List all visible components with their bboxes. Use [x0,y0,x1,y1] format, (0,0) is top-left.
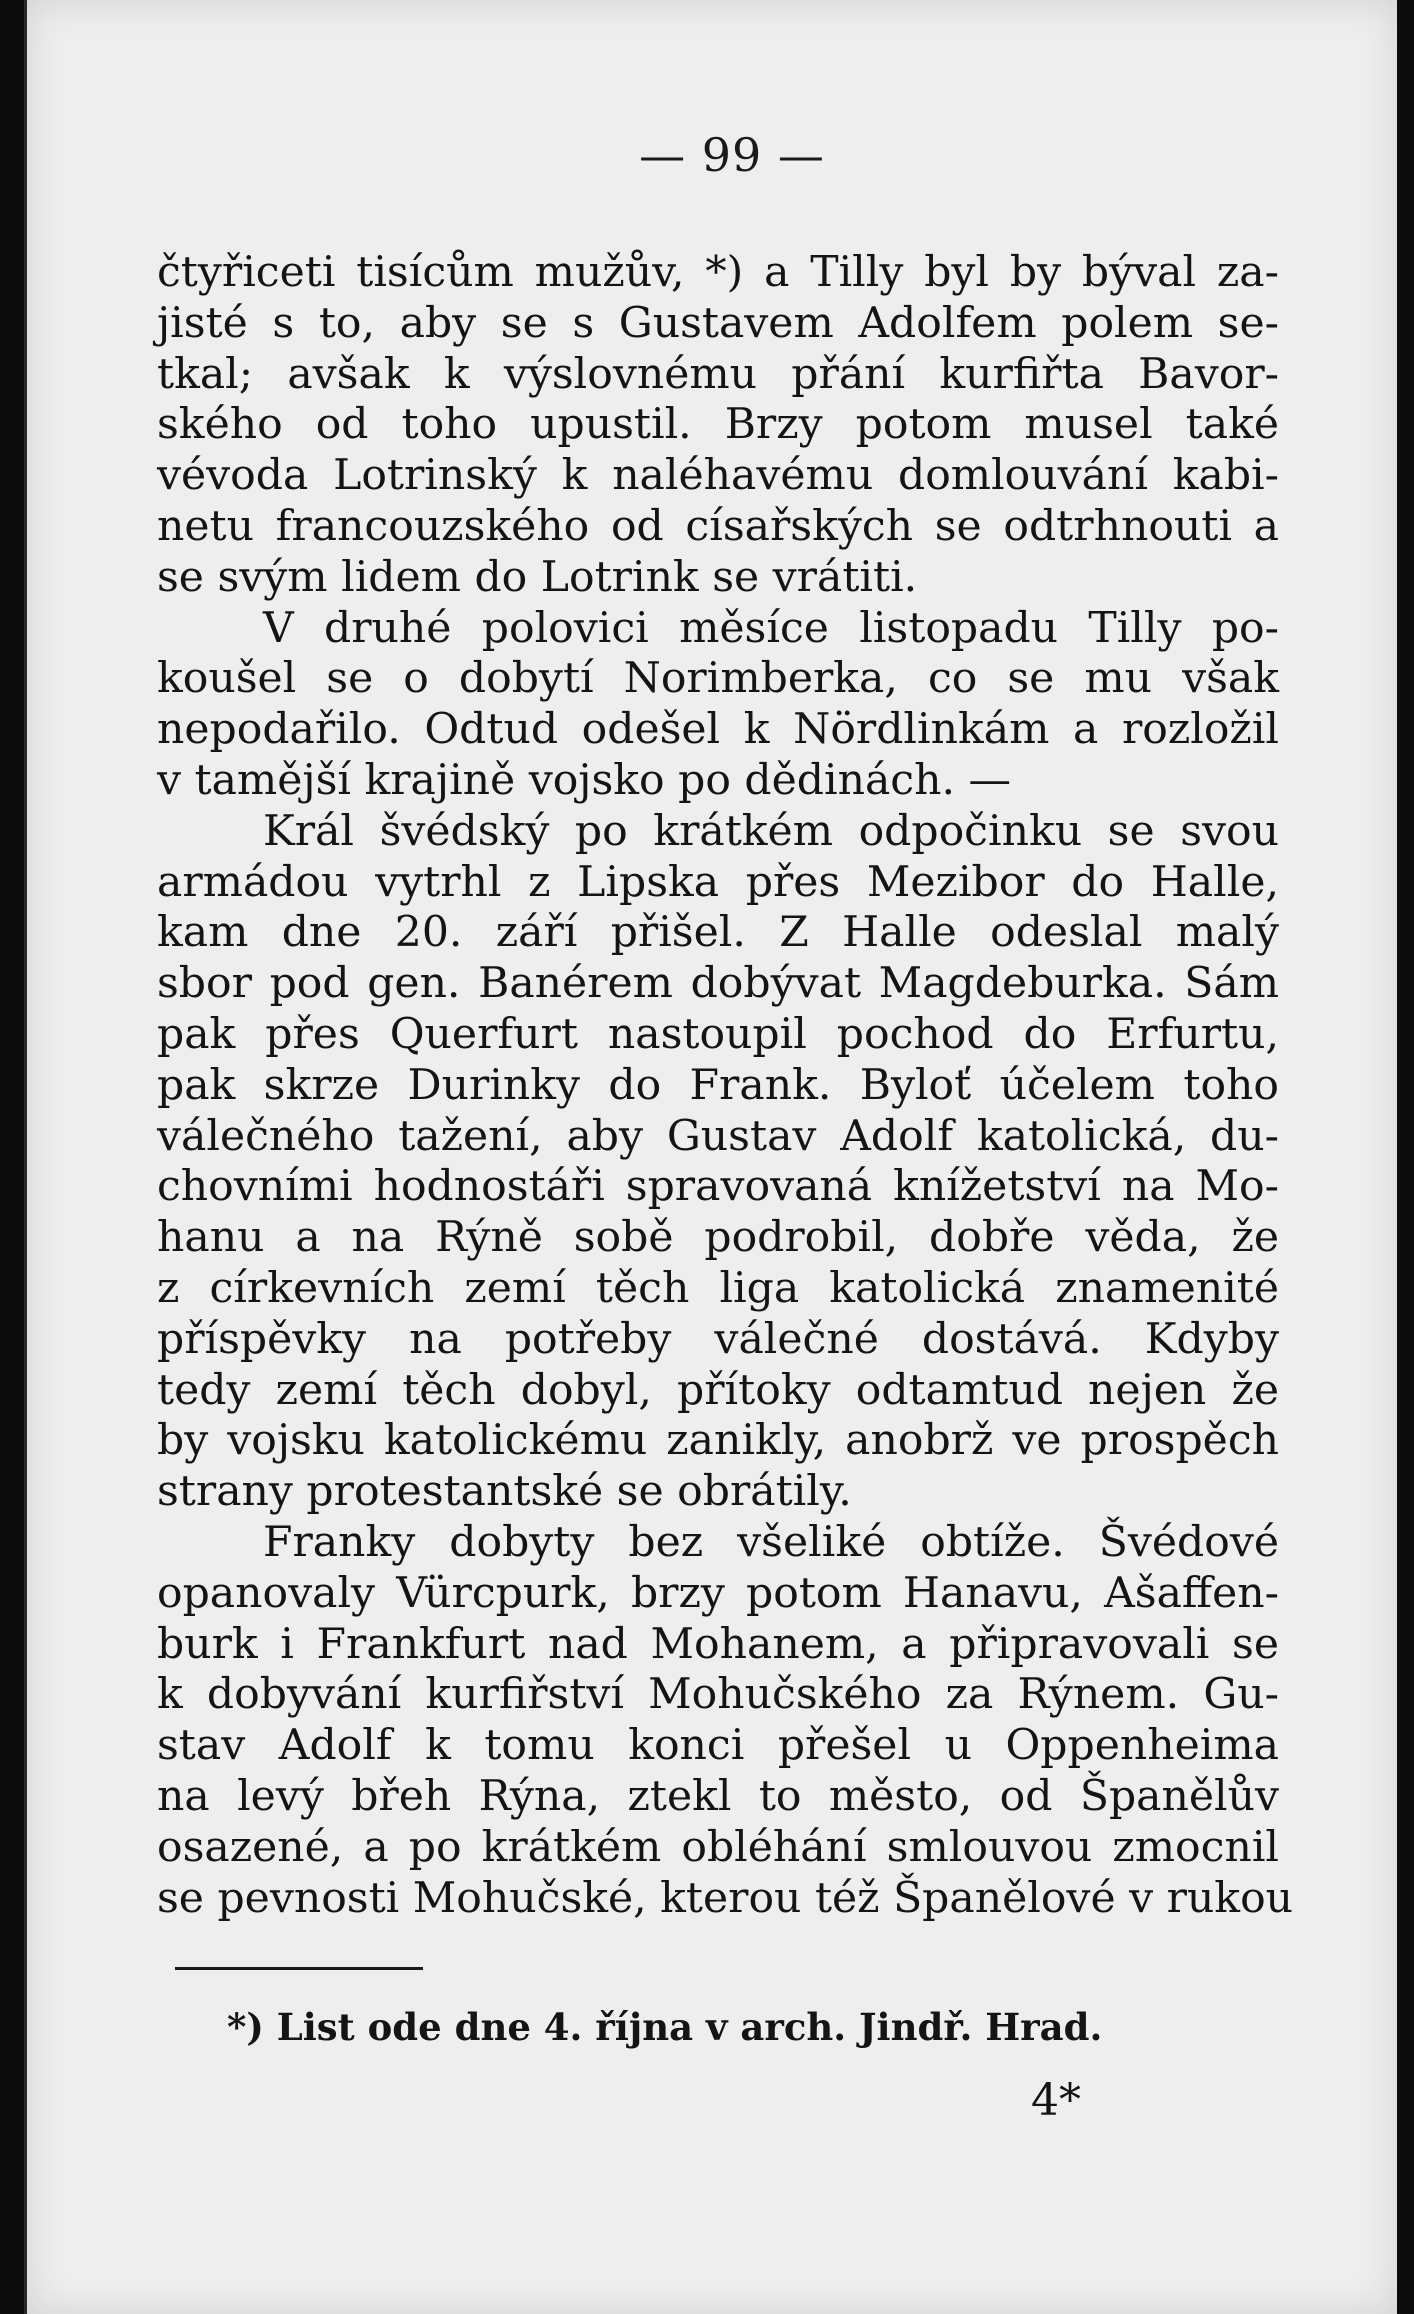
text-line: čtyřiceti tisícům mužův, *) a Tilly byl by býval za- [157,248,1279,297]
text-line: válečného tažení, aby Gustav Adolf katolická, du- [157,1111,1279,1161]
page-number: — 99 — [639,128,825,182]
text-line: na levý břeh Rýna, ztekl to město, od Španělův [157,1771,1279,1821]
text-line: hanu a na Rýně sobě podrobil, dobře věda, že [157,1213,1279,1263]
text-line: opanovaly Vürcpurk, brzy potom Hanavu, Ašaffen- [157,1568,1279,1618]
text-line: pak skrze Durinky do Frank. Byloť účelem toho [157,1060,1279,1110]
text-line: stav Adolf k tomu konci přešel u Oppenheima [157,1721,1279,1771]
text-line: tedy zemí těch dobyl, přítoky odtamtud nejen že [157,1365,1279,1415]
text-line: kam dne 20. září přišel. Z Halle odeslal malý [157,908,1279,958]
text-line: příspěvky na potřeby válečné dostává. Kdyby [157,1314,1279,1364]
text-line: se svým lidem do Lotrink se vrátiti. [157,552,918,602]
text-line: V druhé polovici měsíce listopadu Tilly po- [263,603,1279,653]
footnote-divider [175,1967,423,1970]
text-line: sbor pod gen. Banérem dobývat Magdeburka. Sám [157,959,1279,1009]
text-line: by vojsku katolickému zanikly, anobrž ve prospěch [157,1416,1279,1466]
text-line: k dobyvání kurfiřství Mohučského za Rýnem. Gu- [157,1670,1279,1720]
text-line: se pevnosti Mohučské, kterou též Španělové v rukou [157,1873,1294,1923]
text-line: strany protestantské se obrátily. [157,1467,852,1517]
signature-mark: 4* [1031,2075,1081,2126]
text-line: netu francouzského od císařských se odtrhnouti a [157,501,1279,551]
text-line: chovními hodnostáři spravovaná knížetství na Mo- [157,1162,1279,1212]
text-line: tkal; avšak k výslovnému přání kurfiřta Bavor- [157,349,1279,399]
footnote: *) List ode dne 4. října v arch. Jindř. Hrad. [227,2005,1103,2049]
text-line: z církevních zemí těch liga katolická znamenité [157,1263,1279,1313]
text-line: koušel se o dobytí Norimberka, co se mu však [157,654,1279,704]
text-line: nepodařilo. Odtud odešel k Nördlinkám a rozložil [157,705,1279,755]
text-line: osazené, a po krátkém obléhání smlouvou zmocnil [157,1822,1279,1872]
text-line: v tamější krajině vojsko po dědinách. — [157,755,1011,805]
text-line: jisté s to, aby se s Gustavem Adolfem polem se- [157,298,1279,348]
text-line: armádou vytrhl z Lipska přes Mezibor do Halle, [157,857,1279,907]
text-line: pak přes Querfurt nastoupil pochod do Erfurtu, [157,1009,1279,1059]
text-line: burk i Frankfurt nad Mohanem, a připravovali se [157,1619,1279,1669]
text-line: Král švédský po krátkém odpočinku se svou [263,806,1279,856]
text-line: vévoda Lotrinský k naléhavému domlouvání kabi- [157,451,1279,501]
text-line: Franky dobyty bez všeliké obtíže. Švédové [263,1517,1279,1567]
body-text [157,248,1294,1924]
text-line: ského od toho upustil. Brzy potom musel také [157,400,1279,450]
book-page [24,0,1397,2314]
